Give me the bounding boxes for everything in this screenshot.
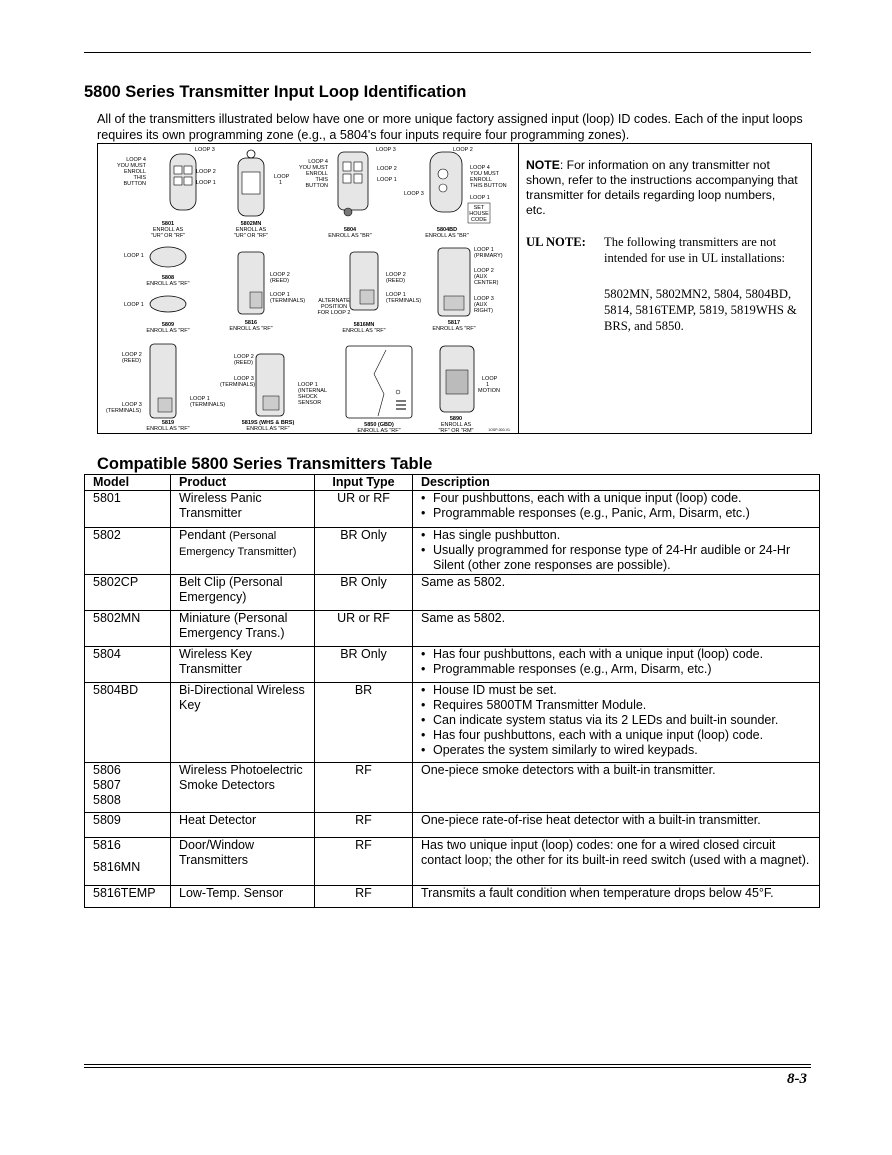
label-5816mn-for-loop2: FOR LOOP 2: [317, 310, 351, 316]
label-5808-loop1: LOOP 1: [124, 253, 144, 259]
label-5801-must: YOU MUST: [116, 163, 146, 169]
cell-product: Wireless Panic Transmitter: [171, 491, 315, 528]
label-5819-loop3: LOOP 3: [122, 402, 142, 408]
label-5816mn-model: 5816MN: [353, 322, 375, 328]
device-5809: [124, 296, 190, 334]
device-5808: [124, 247, 190, 287]
label-5816mn-loop1: LOOP 1: [386, 292, 406, 298]
cell-product: Miniature (Personal Emergency Trans.): [171, 611, 315, 647]
cell-description: [413, 491, 820, 528]
label-5890-one: 1: [486, 382, 490, 388]
label-5804bd-this: THIS BUTTON: [470, 183, 507, 189]
description-bullet: • Can indicate system status via its 2 LEDs and built-in sounder.: [421, 713, 811, 728]
cell-input-type: RF: [315, 886, 413, 908]
cell-product: Wireless Key Transmitter: [171, 647, 315, 683]
ul-note-text: The following transmitters are not intended for use in UL installations:: [604, 235, 786, 265]
description-bullet: • Has four pushbuttons, each with a unique input (loop) code.: [421, 728, 811, 743]
cell-description: [413, 647, 820, 683]
label-5816-loop2: LOOP 2: [270, 272, 290, 278]
label-5804bd-loop4: LOOP 4: [470, 165, 490, 171]
cell-model: 5809: [85, 813, 171, 838]
label-5819s-reed: (REED): [234, 360, 253, 366]
cell-description: [413, 528, 820, 575]
cell-input-type: RF: [315, 763, 413, 813]
label-5819-reed: (REED): [122, 358, 141, 364]
label-5817-enroll-as: ENROLL AS "RF": [432, 326, 476, 332]
ul-note-label: UL NOTE:: [526, 235, 586, 249]
device-5801: [117, 147, 216, 239]
label-5804-model: 5804: [343, 227, 357, 233]
label-5801-this: THIS: [133, 175, 146, 181]
section-title: 5800 Series Transmitter Input Loop Identification: [84, 83, 467, 101]
label-5817-aux: (AUX: [474, 274, 488, 280]
figure-code: 1OSP-000-V1: [488, 428, 510, 432]
cell-input-type: RF: [315, 838, 413, 886]
product-detail: (Personal Emergency Transmitter): [179, 530, 297, 558]
label-5801-button: BUTTON: [123, 181, 146, 187]
label-5816-terminals: (TERMINALS): [270, 298, 306, 304]
label-5804bd-loop2: LOOP 2: [453, 147, 473, 153]
cell-description: One-piece rate-of-rise heat detector with a built-in transmitter.: [413, 813, 820, 838]
label-5804bd-enroll-as: ENROLL AS "BR": [425, 233, 469, 239]
label-5890-loop: LOOP: [482, 376, 498, 382]
label-5816-enroll-as: ENROLL AS "RF": [229, 326, 273, 332]
label-5809-loop1: LOOP 1: [124, 302, 144, 308]
label-5801-loop1: LOOP 1: [196, 180, 216, 186]
label-5816-model: 5816: [244, 320, 258, 326]
label-5804-enroll: ENROLL: [305, 171, 328, 177]
label-5801-loop4: LOOP 4: [126, 157, 146, 163]
label-5819s-model: 5819S (WHS & BRS): [241, 420, 295, 426]
note-text: : For information on any transmitter not shown, refer to the instructions accompanying that transmitter for details regarding loop numbers, etc.: [526, 158, 798, 217]
label-5819-loop2: LOOP 2: [122, 352, 142, 358]
cell-product: Door/Window Transmitters: [171, 838, 315, 886]
model-line: 5816MN: [93, 860, 141, 874]
cell-input-type: BR: [315, 683, 413, 763]
cell-model: 5804BD: [85, 683, 171, 763]
cell-model: 5802: [85, 528, 171, 575]
device-5816mn: [318, 252, 422, 334]
table-row: [85, 886, 820, 908]
model-line: 5806: [93, 763, 121, 777]
intro-paragraph: All of the transmitters illustrated below have one or more unique factory assigned input (loop) ID codes. Each of the input loops requires its own programming zone (e.g., a 5804's four inputs require four programming zones).: [97, 112, 803, 142]
description-bullet: • Usually programmed for response type of 24-Hr audible or 24-Hr Silent (other zone responses are possible).: [421, 543, 811, 573]
cell-input-type: BR Only: [315, 528, 413, 575]
label-5816mn-enroll-as: ENROLL AS "RF": [342, 328, 386, 334]
label-5819-loop1: LOOP 1: [190, 396, 210, 402]
cell-input-type: BR Only: [315, 575, 413, 611]
device-5890: [438, 346, 500, 433]
label-5819s-enroll-as: ENROLL AS "RF": [246, 426, 290, 432]
label-5804bd-house: HOUSE: [469, 211, 489, 217]
label-5816mn-reed: (REED): [386, 278, 405, 284]
label-5801-loop3: LOOP 3: [195, 147, 215, 153]
label-5850-model: 5850 (GBD): [364, 422, 394, 428]
cell-product: [171, 528, 315, 575]
label-5819-terminals: (TERMINALS): [190, 402, 226, 408]
transmitter-illustrations: [98, 144, 519, 433]
description-bullet: • Has four pushbuttons, each with a unique input (loop) code.: [421, 647, 811, 662]
label-5819s-loop1: LOOP 1: [298, 382, 318, 388]
label-5809-model: 5809: [161, 322, 175, 328]
label-5808-enroll-as: ENROLL AS "RF": [146, 281, 190, 287]
top-rule: [84, 52, 811, 53]
device-5804: [299, 147, 397, 239]
cell-product: Belt Clip (Personal Emergency): [171, 575, 315, 611]
label-5804bd-code: CODE: [471, 217, 487, 223]
cell-model: [85, 838, 171, 886]
device-5819: [106, 344, 225, 432]
table-row: [85, 683, 820, 763]
description-bullet: • Operates the system similarly to wired keypads.: [421, 743, 811, 758]
label-5804bd-loop3: LOOP 3: [404, 191, 424, 197]
description-bullet: • Requires 5800TM Transmitter Module.: [421, 698, 811, 713]
label-5801-enroll-as: ENROLL AS: [152, 227, 184, 233]
table-row: [85, 647, 820, 683]
label-5890-enroll-as: ENROLL AS: [440, 422, 472, 428]
label-5809-enroll-as: ENROLL AS "RF": [146, 328, 190, 334]
label-5802mn-mode: "UR" OR "RF": [233, 233, 269, 239]
label-5804-button: BUTTON: [305, 183, 328, 189]
table-row: [85, 528, 820, 575]
table-header-row: [85, 475, 820, 491]
label-5819s-internal: (INTERNAL: [298, 388, 328, 394]
label-5819s-loop2: LOOP 2: [234, 354, 254, 360]
page-number: 8-3: [787, 1071, 807, 1087]
cell-description: One-piece smoke detectors with a built-in transmitter.: [413, 763, 820, 813]
label-5819s-sensor: SENSOR: [298, 400, 322, 406]
cell-product: Low-Temp. Sensor: [171, 886, 315, 908]
label-5817-center: CENTER): [474, 280, 499, 286]
cell-description: Same as 5802.: [413, 611, 820, 647]
table-row: [85, 838, 820, 886]
label-5819s-terminals3: (TERMINALS): [220, 382, 256, 388]
label-5817-loop3: LOOP 3: [474, 296, 494, 302]
label-5801-mode: "UR" OR "RF": [150, 233, 186, 239]
label-5817-primary: (PRIMARY): [474, 253, 503, 259]
transmitters-table: [84, 474, 820, 908]
label-5804bd-must: YOU MUST: [470, 171, 500, 177]
table-row: [85, 763, 820, 813]
label-5890-mode: "RF" OR "RM": [438, 428, 474, 433]
label-5802mn-enroll-as: ENROLL AS: [235, 227, 267, 233]
cell-input-type: BR Only: [315, 647, 413, 683]
device-5804bd: [404, 147, 507, 239]
description-bullet: • Four pushbuttons, each with a unique input (loop) code.: [421, 491, 811, 506]
cell-product: Heat Detector: [171, 813, 315, 838]
cell-input-type: UR or RF: [315, 491, 413, 528]
label-5817-model: 5817: [447, 320, 461, 326]
table-row: [85, 491, 820, 528]
device-5816: [229, 252, 305, 332]
label-5804-loop2: LOOP 2: [377, 166, 397, 172]
label-5850-enroll-as: ENROLL AS "RF": [357, 428, 401, 433]
note-block: [526, 158, 798, 218]
device-5802mn: [234, 150, 290, 239]
cell-description: Has two unique input (loop) codes: one for a wired closed circuit contact loop; the other for its built-in reed switch (used with a magnet).: [413, 838, 820, 886]
product-name: Pendant: [179, 528, 226, 542]
note-label: NOTE: [526, 158, 560, 172]
label-5804bd-set: SET: [473, 205, 485, 211]
table-row: [85, 575, 820, 611]
description-bullet: • Programmable responses (e.g., Arm, Disarm, etc.): [421, 662, 811, 677]
description-bullet: • House ID must be set.: [421, 683, 811, 698]
label-5802mn-model: 5802MN: [240, 221, 262, 227]
label-5801-model: 5801: [161, 221, 175, 227]
label-5804-loop1: LOOP 1: [377, 177, 397, 183]
cell-product: Wireless Photoelectric Smoke Detectors: [171, 763, 315, 813]
header-input-type: Input Type: [315, 475, 413, 491]
label-5804bd-enroll: ENROLL: [470, 177, 493, 183]
ul-note-models: 5802MN, 5802MN2, 5804, 5804BD, 5814, 5816TEMP, 5819, 5819WHS & BRS, and 5850.: [604, 287, 797, 333]
model-line: 5807: [93, 778, 121, 792]
cell-model: [85, 763, 171, 813]
header-description: Description: [413, 475, 820, 491]
table-row: [85, 611, 820, 647]
cell-description: [413, 683, 820, 763]
label-5819s-shock: SHOCK: [298, 394, 318, 400]
label-5817-loop1: LOOP 1: [474, 247, 494, 253]
cell-model: 5816TEMP: [85, 886, 171, 908]
header-product: Product: [171, 475, 315, 491]
label-5804-must: YOU MUST: [298, 165, 328, 171]
label-5816mn-loop2: LOOP 2: [386, 272, 406, 278]
description-bullet: • Programmable responses (e.g., Panic, Arm, Disarm, etc.): [421, 506, 811, 521]
footer-rule: [84, 1067, 811, 1068]
cell-input-type: RF: [315, 813, 413, 838]
description-bullet: • Has single pushbutton.: [421, 528, 811, 543]
label-5816mn-alternate: ALTERNATE: [318, 298, 350, 304]
table-title: Compatible 5800 Series Transmitters Table: [97, 455, 433, 473]
label-5801-loop2: LOOP 2: [196, 169, 216, 175]
label-5804bd-model: 5804BD: [436, 227, 458, 233]
device-5819s: [190, 354, 327, 432]
cell-description: Transmits a fault condition when temperature drops below 45°F.: [413, 886, 820, 908]
label-5817-loop2: LOOP 2: [474, 268, 494, 274]
device-5850: [346, 346, 412, 433]
label-5819-terminals3: (TERMINALS): [106, 408, 142, 414]
label-5890-motion: MOTION: [478, 388, 500, 394]
label-5802mn-loop: LOOP: [274, 174, 290, 180]
label-5819s-loop3: LOOP 3: [234, 376, 254, 382]
cell-model: 5802CP: [85, 575, 171, 611]
device-5817: [432, 247, 502, 332]
label-5804bd-loop1: LOOP 1: [470, 195, 490, 201]
label-5816mn-position: POSITION: [320, 304, 348, 310]
header-model: Model: [85, 475, 171, 491]
label-5804-loop3: LOOP 3: [376, 147, 396, 153]
model-line: 5808: [93, 793, 121, 807]
model-line: 5816: [93, 838, 121, 852]
transmitter-figure-box: [97, 143, 812, 434]
label-5816-reed: (REED): [270, 278, 289, 284]
label-5817-aux2: (AUX: [474, 302, 488, 308]
cell-model: 5804: [85, 647, 171, 683]
cell-description: Same as 5802.: [413, 575, 820, 611]
label-5817-right: RIGHT): [474, 308, 493, 314]
label-5816-loop1: LOOP 1: [270, 292, 290, 298]
label-5801-enroll: ENROLL: [123, 169, 146, 175]
label-5816mn-terminals: (TERMINALS): [386, 298, 422, 304]
label-5819-model: 5819: [161, 420, 175, 426]
cell-input-type: UR or RF: [315, 611, 413, 647]
cell-model: 5802MN: [85, 611, 171, 647]
label-5819-enroll-as: ENROLL AS "RF": [146, 426, 190, 432]
label-5804-enroll-as: ENROLL AS "BR": [328, 233, 372, 239]
label-5804-this: THIS: [315, 177, 328, 183]
label-5804-loop4: LOOP 4: [308, 159, 328, 165]
footer-rule: [84, 1064, 811, 1065]
cell-model: 5801: [85, 491, 171, 528]
cell-product: Bi-Directional Wireless Key: [171, 683, 315, 763]
table-row: [85, 813, 820, 838]
label-5890-model: 5890: [449, 416, 463, 422]
label-5802mn-one: 1: [279, 180, 283, 186]
label-5808-model: 5808: [161, 275, 175, 281]
